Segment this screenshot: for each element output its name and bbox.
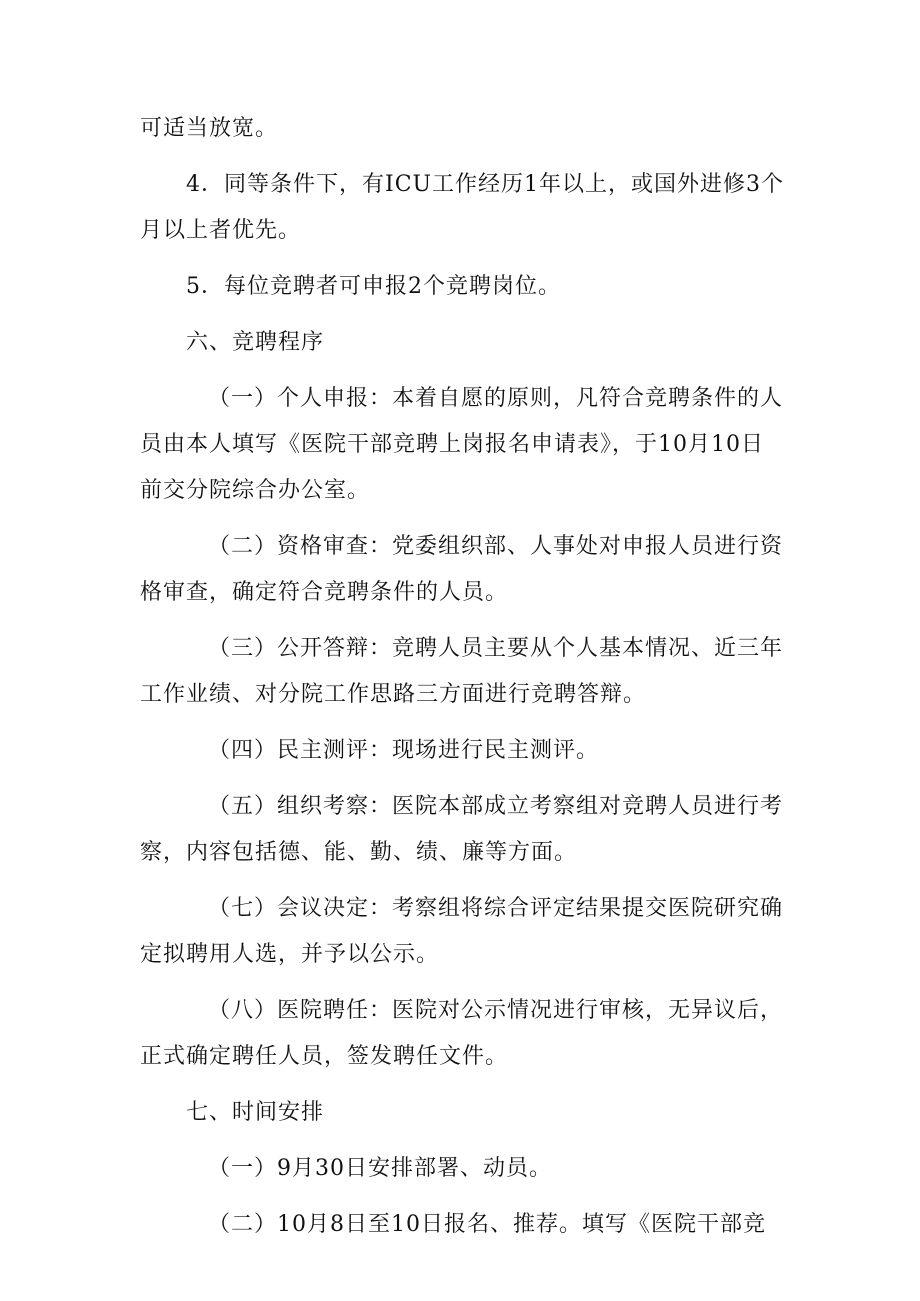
paragraph-step-application: （一）个人申报：本着自愿的原则，凡符合竞聘条件的人员由本人填写《医院干部竞聘上岗报名申请表》，于10月10日前交分院综合办公室。 xyxy=(140,386,784,503)
paragraph-step-decision: （七）会议决定：考察组将综合评定结果提交医院研究确定拟聘用人选，并予以公示。 xyxy=(140,896,784,967)
section-heading-procedure: 六、竞聘程序 xyxy=(186,330,325,355)
paragraph-schedule-2: （二）10月8日至10日报名、推荐。填写《医院干部竞 xyxy=(208,1212,766,1237)
paragraph-condition-4: 4．同等条件下，有ICU工作经历1年以上，或国外进修3个月以上者优先。 xyxy=(140,172,785,243)
paragraph-schedule-1: （一）9月30日安排部署、动员。 xyxy=(208,1156,552,1181)
paragraph-continuation: 可适当放宽。 xyxy=(140,116,279,141)
document-body xyxy=(140,106,785,1248)
paragraph-step-appointment: （八）医院聘任：医院对公示情况进行审核，无异议后，正式确定聘任人员，签发聘任文件。 xyxy=(140,998,784,1069)
section-heading-schedule: 七、时间安排 xyxy=(186,1100,325,1125)
paragraph-step-defense: （三）公开答辩：竞聘人员主要从个人基本情况、近三年工作业绩、对分院工作思路三方面进行竞聘答辩。 xyxy=(140,636,784,707)
paragraph-step-qualification: （二）资格审查：党委组织部、人事处对申报人员进行资格审查，确定符合竞聘条件的人员。 xyxy=(140,534,784,605)
paragraph-condition-5: 5．每位竞聘者可申报2个竞聘岗位。 xyxy=(186,274,561,299)
paragraph-step-evaluation: （四）民主测评：现场进行民主测评。 xyxy=(208,738,600,763)
paragraph-step-inspection: （五）组织考察：医院本部成立考察组对竞聘人员进行考察，内容包括德、能、勤、绩、廉等方面。 xyxy=(140,794,784,865)
